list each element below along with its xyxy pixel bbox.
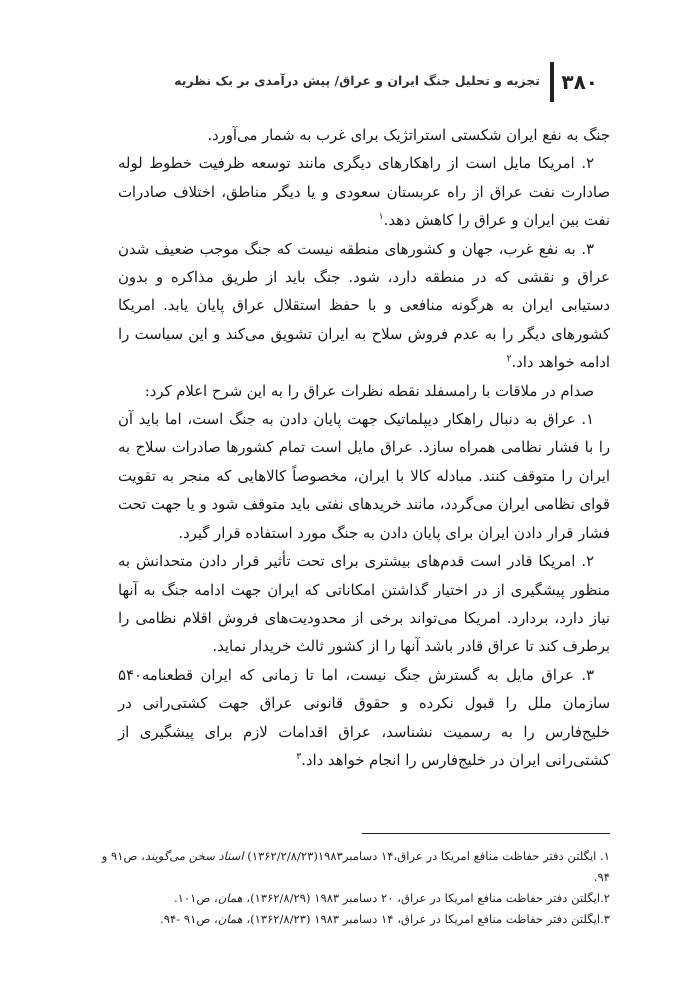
- footnote-2: ۲.ایگلتن دفتر حفاظت منافع امریکا در عراق، ۲۰ دسامبر ۱۹۸۳ (۱۳۶۲/۸/۲۹)، همان، ص۱۰۱.: [173, 891, 610, 905]
- paragraph: جنگ به نفع ایران شکستی استراتژیک برای غرب به شمار می‌آورد.: [207, 127, 610, 144]
- footnote-1: ۱. ایگلتن دفتر حفاظت منافع امریکا در عراق،۱۴ دسامبر۱۹۸۳(۱۳۶۲/۲/۸/۲۳) اسناد سخن می‌گویند، ص۹۱ و ۹۴.: [101, 849, 610, 884]
- footnote-3: ۳.ایگلتن دفتر حفاظت منافع امریکا در عراق، ۱۴ دسامبر ۱۹۸۳ (۱۳۶۲/۸/۲۳)، همان، ص۹۱ -۹۴.: [160, 912, 610, 926]
- footnote-ref: ۲: [506, 354, 512, 365]
- paragraph: ۳. عراق مایل به گسترش جنگ نیست، اما تا زمانی که ایران قطعنامه۵۴۰ سازمان ملل را قبول نکرده و حقوق قانونی عراق جهت کشتی‌رانی در خلیج‌فارس را به رسمیت نشناسد، عراق اقدامات لازم برای پیشگیری از کشتی‌رانی ایران در خلیج‌فارس را انجام خواهد داد.$^۳$: [118, 666, 610, 769]
- footnote-ref: ۳: [296, 752, 302, 763]
- footnote-ref: ۱: [378, 212, 384, 223]
- header-divider: [550, 62, 554, 102]
- footnote-divider: [362, 833, 610, 834]
- paragraph: صدام در ملاقات با رامسفلد نقطه نظرات عراق را به این شرح اعلام کرد:: [144, 382, 594, 400]
- page-number: ۳۸۰: [561, 70, 598, 94]
- paragraph: ۲. امریکا قادر است قدم‌های بیشتری برای تحت تأثیر قرار دادن متحدانش به منظور پیشگیری از در اختیار گذاشتن امکاناتی که ایران جهت ادامه جنگ به آنها نیاز دارد، بردارد. امریکا می‌تواند برخی از محدودیت‌های فروش اقلام نظامی را برطرف کند تا عراق قادر باشد آنها را از کشور ثالث خریدار نماید.: [118, 553, 610, 656]
- paragraph: ۱. عراق به دنبال راهکار دیپلماتیک جهت پایان دادن به جنگ است، اما باید آن را با فشار نظامی همراه سازد. عراق مایل است تمام کشورها صادرات سلاح به ایران را متوقف کنند. مبادله کالا با ایران، مخصوصاً کالاهایی که منجر به تقویت قوای نظامی ایران می‌گردد، مانند خریدهای نفتی باید متوقف شود و یا جهت تحت فشار قرار دادن ایران برای پایان دادن به جنگ مورد استفاده قرار گیرد.: [118, 411, 610, 542]
- paragraph: ۲. امریکا مایل است از راهکارهای دیگری مانند توسعه ظرفیت خطوط لوله صادارت نفت عراق از راه عربستان سعودی و یا دیگر مناطق، اختلاف صادرات نفت بین ایران و عراق را کاهش دهد.$^۱$: [118, 155, 610, 230]
- footnotes: [100, 846, 610, 930]
- body-text: [118, 122, 610, 775]
- paragraph: ۳. به نفع غرب، جهان و کشورهای منطقه نیست که جنگ موجب ضعیف شدن عراق و نقشی که در منطقه دارد، شود. جنگ باید از طریق مذاکره و بدون دستیابی ایران به هرگونه منافعی و با حفظ استقلال عراق پایان یابد. امریکا کشورهای دیگر را به عدم فروش سلاح به ایران تشویق می‌کند و این سیاست را ادامه خواهد داد.$^۲$: [118, 240, 610, 372]
- running-header: [150, 62, 610, 104]
- running-title: تجزیه و تحلیل جنگ ایران و عراق/ پیش درآمدی بر یک نظریه: [174, 73, 540, 88]
